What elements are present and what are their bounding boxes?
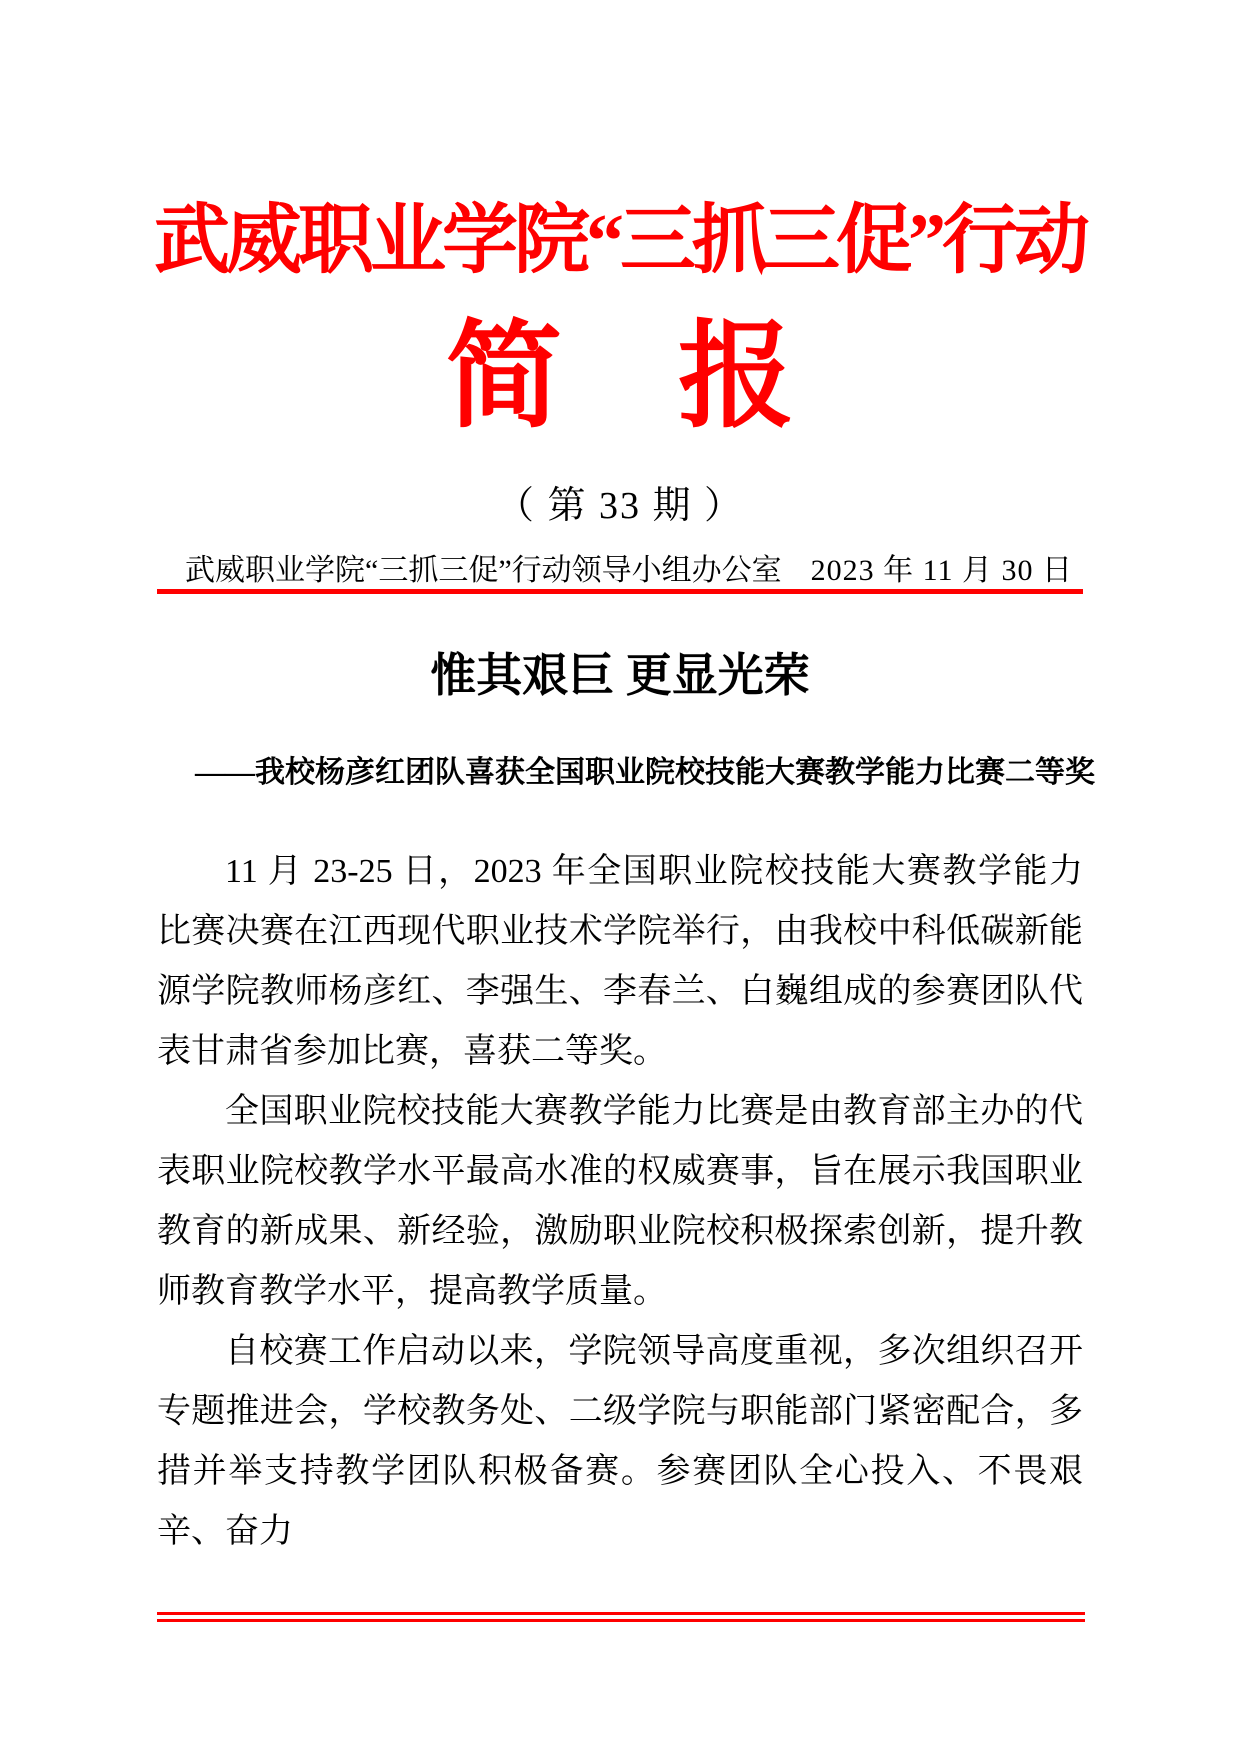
article-paragraph: 11 月 23-25 日，2023 年全国职业院校技能大赛教学能力比赛决赛在江西现代职业技术学院举行，由我校中科低碳新能源学院教师杨彦红、李强生、李春兰、白巍组成的参赛团队代表甘肃省参加比赛，喜获二等奖。 (157, 853, 1083, 1070)
red-rule-thick (157, 589, 1083, 594)
article-paragraph: 全国职业院校技能大赛教学能力比赛是由教育部主办的代表职业院校教学水平最高水准的权威赛事，旨在展示我国职业教育的新成果、新经验，激励职业院校积极探索创新，提升教师教育教学水平，提高教学质量。 (157, 1093, 1083, 1310)
issuer-name: 武威职业学院“三抓三促”行动领导小组办公室 (185, 554, 782, 587)
article-body (157, 842, 1083, 1562)
article-paragraph: 自校赛工作启动以来，学院领导高度重视，多次组织召开专题推进会，学校教务处、二级学院与职能部门紧密配合，多措并举支持教学团队积极备赛。参赛团队全心投入、不畏艰辛、奋力 (157, 1333, 1083, 1550)
red-rule-double (157, 1612, 1085, 1622)
issue-number: （ 第 33 期 ） (495, 485, 744, 527)
article-title: 惟其艰巨 更显光荣 (430, 650, 810, 701)
masthead-bulletin-name: 简 报 (446, 314, 794, 442)
issue-date: 2023 年 11 月 30 日 (810, 554, 1073, 587)
byline-row (157, 554, 1083, 587)
article-subtitle: ——我校杨彦红团队喜获全国职业院校技能大赛教学能力比赛二等奖 (195, 756, 1095, 789)
masthead-org-action-title: 武威职业学院“三抓三促”行动 (154, 199, 1086, 283)
